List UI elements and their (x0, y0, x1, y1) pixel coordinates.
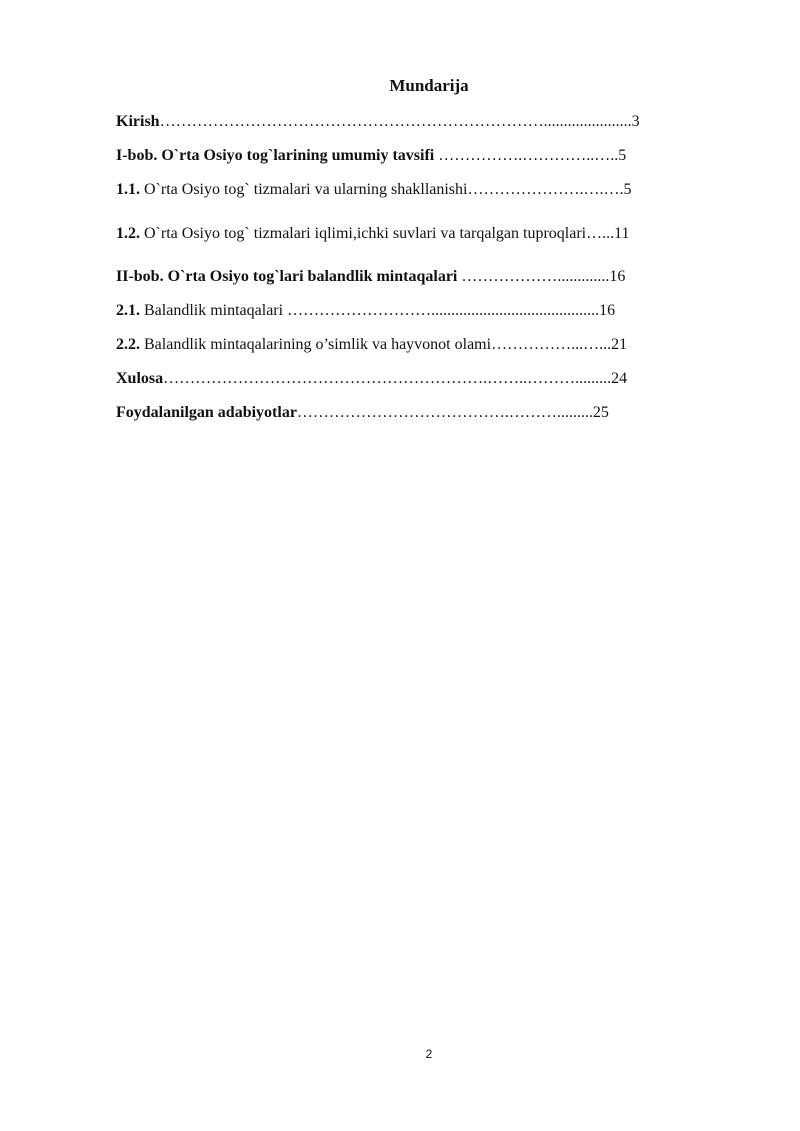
toc-entry-bold: Foydalanilgan adabiyotlar (116, 404, 297, 421)
toc-entry-chapter-2[interactable] (116, 267, 625, 287)
toc-entry-bold: II-bob. O`rta Osiyo tog`lari balandlik mintaqalari (116, 268, 458, 285)
toc-dot-leader: ………………….….…. (467, 181, 624, 198)
toc-page-number: 16 (609, 268, 626, 285)
page-number: 2 (425, 1047, 433, 1061)
toc-entry-section-1-2[interactable] (116, 224, 630, 244)
toc-page-number: 5 (623, 181, 632, 198)
toc-dot-leader: ……………...…... (491, 336, 612, 353)
toc-entry-kirish[interactable] (116, 112, 640, 132)
toc-dot-leader: …………….…………..….. (434, 147, 619, 164)
toc-page-number: 24 (611, 370, 628, 387)
toc-dot-leader: …………………………………………………….……..………......... (163, 370, 612, 387)
toc-entry-text: O`rta Osiyo tog` tizmalari iqlimi,ichki suvlari va tarqalgan tuproqlari (140, 225, 587, 242)
toc-section-number: 1.2. (116, 225, 140, 242)
toc-entry-xulosa[interactable] (116, 369, 627, 389)
toc-entry-section-2-2[interactable] (116, 335, 627, 355)
toc-page-number: 21 (611, 336, 628, 353)
toc-entry-bold: Xulosa (116, 370, 164, 387)
toc-dot-leader: ………………………………………………………………...................... (159, 113, 632, 130)
toc-entry-text: Balandlik mintaqalarining o’simlik va hayvonot olami (140, 336, 492, 353)
toc-page-number: 16 (599, 302, 616, 319)
toc-entry-bibliography[interactable] (116, 403, 609, 423)
toc-entry-bold: Kirish (116, 113, 160, 130)
toc-page-number: 3 (631, 113, 640, 130)
toc-entry-chapter-1[interactable] (116, 146, 626, 166)
toc-dot-leader: …... (586, 225, 615, 242)
toc-section-number: 2.1. (116, 302, 140, 319)
toc-dot-leader: ………………………………….………......... (296, 404, 593, 421)
toc-section-number: 1.1. (116, 181, 140, 198)
toc-entry-bold: I-bob. O`rta Osiyo tog`larining umumiy tavsifi (116, 147, 435, 164)
toc-entry-section-2-1[interactable] (116, 301, 615, 321)
toc-page-number: 5 (618, 147, 627, 164)
toc-page-number: 25 (592, 404, 609, 421)
toc-entry-section-1-1[interactable] (116, 180, 631, 200)
toc-section-number: 2.2. (116, 336, 140, 353)
toc-dot-leader: ………………............. (457, 268, 610, 285)
toc-page-number: 11 (614, 225, 630, 242)
document-title: Mundarija (389, 76, 469, 95)
toc-entry-text: O`rta Osiyo tog` tizmalari va ularning shakllanishi (140, 181, 468, 198)
toc-entry-text: Balandlik mintaqalari (140, 302, 284, 319)
toc-dot-leader: ……………………….......................................... (283, 302, 600, 319)
